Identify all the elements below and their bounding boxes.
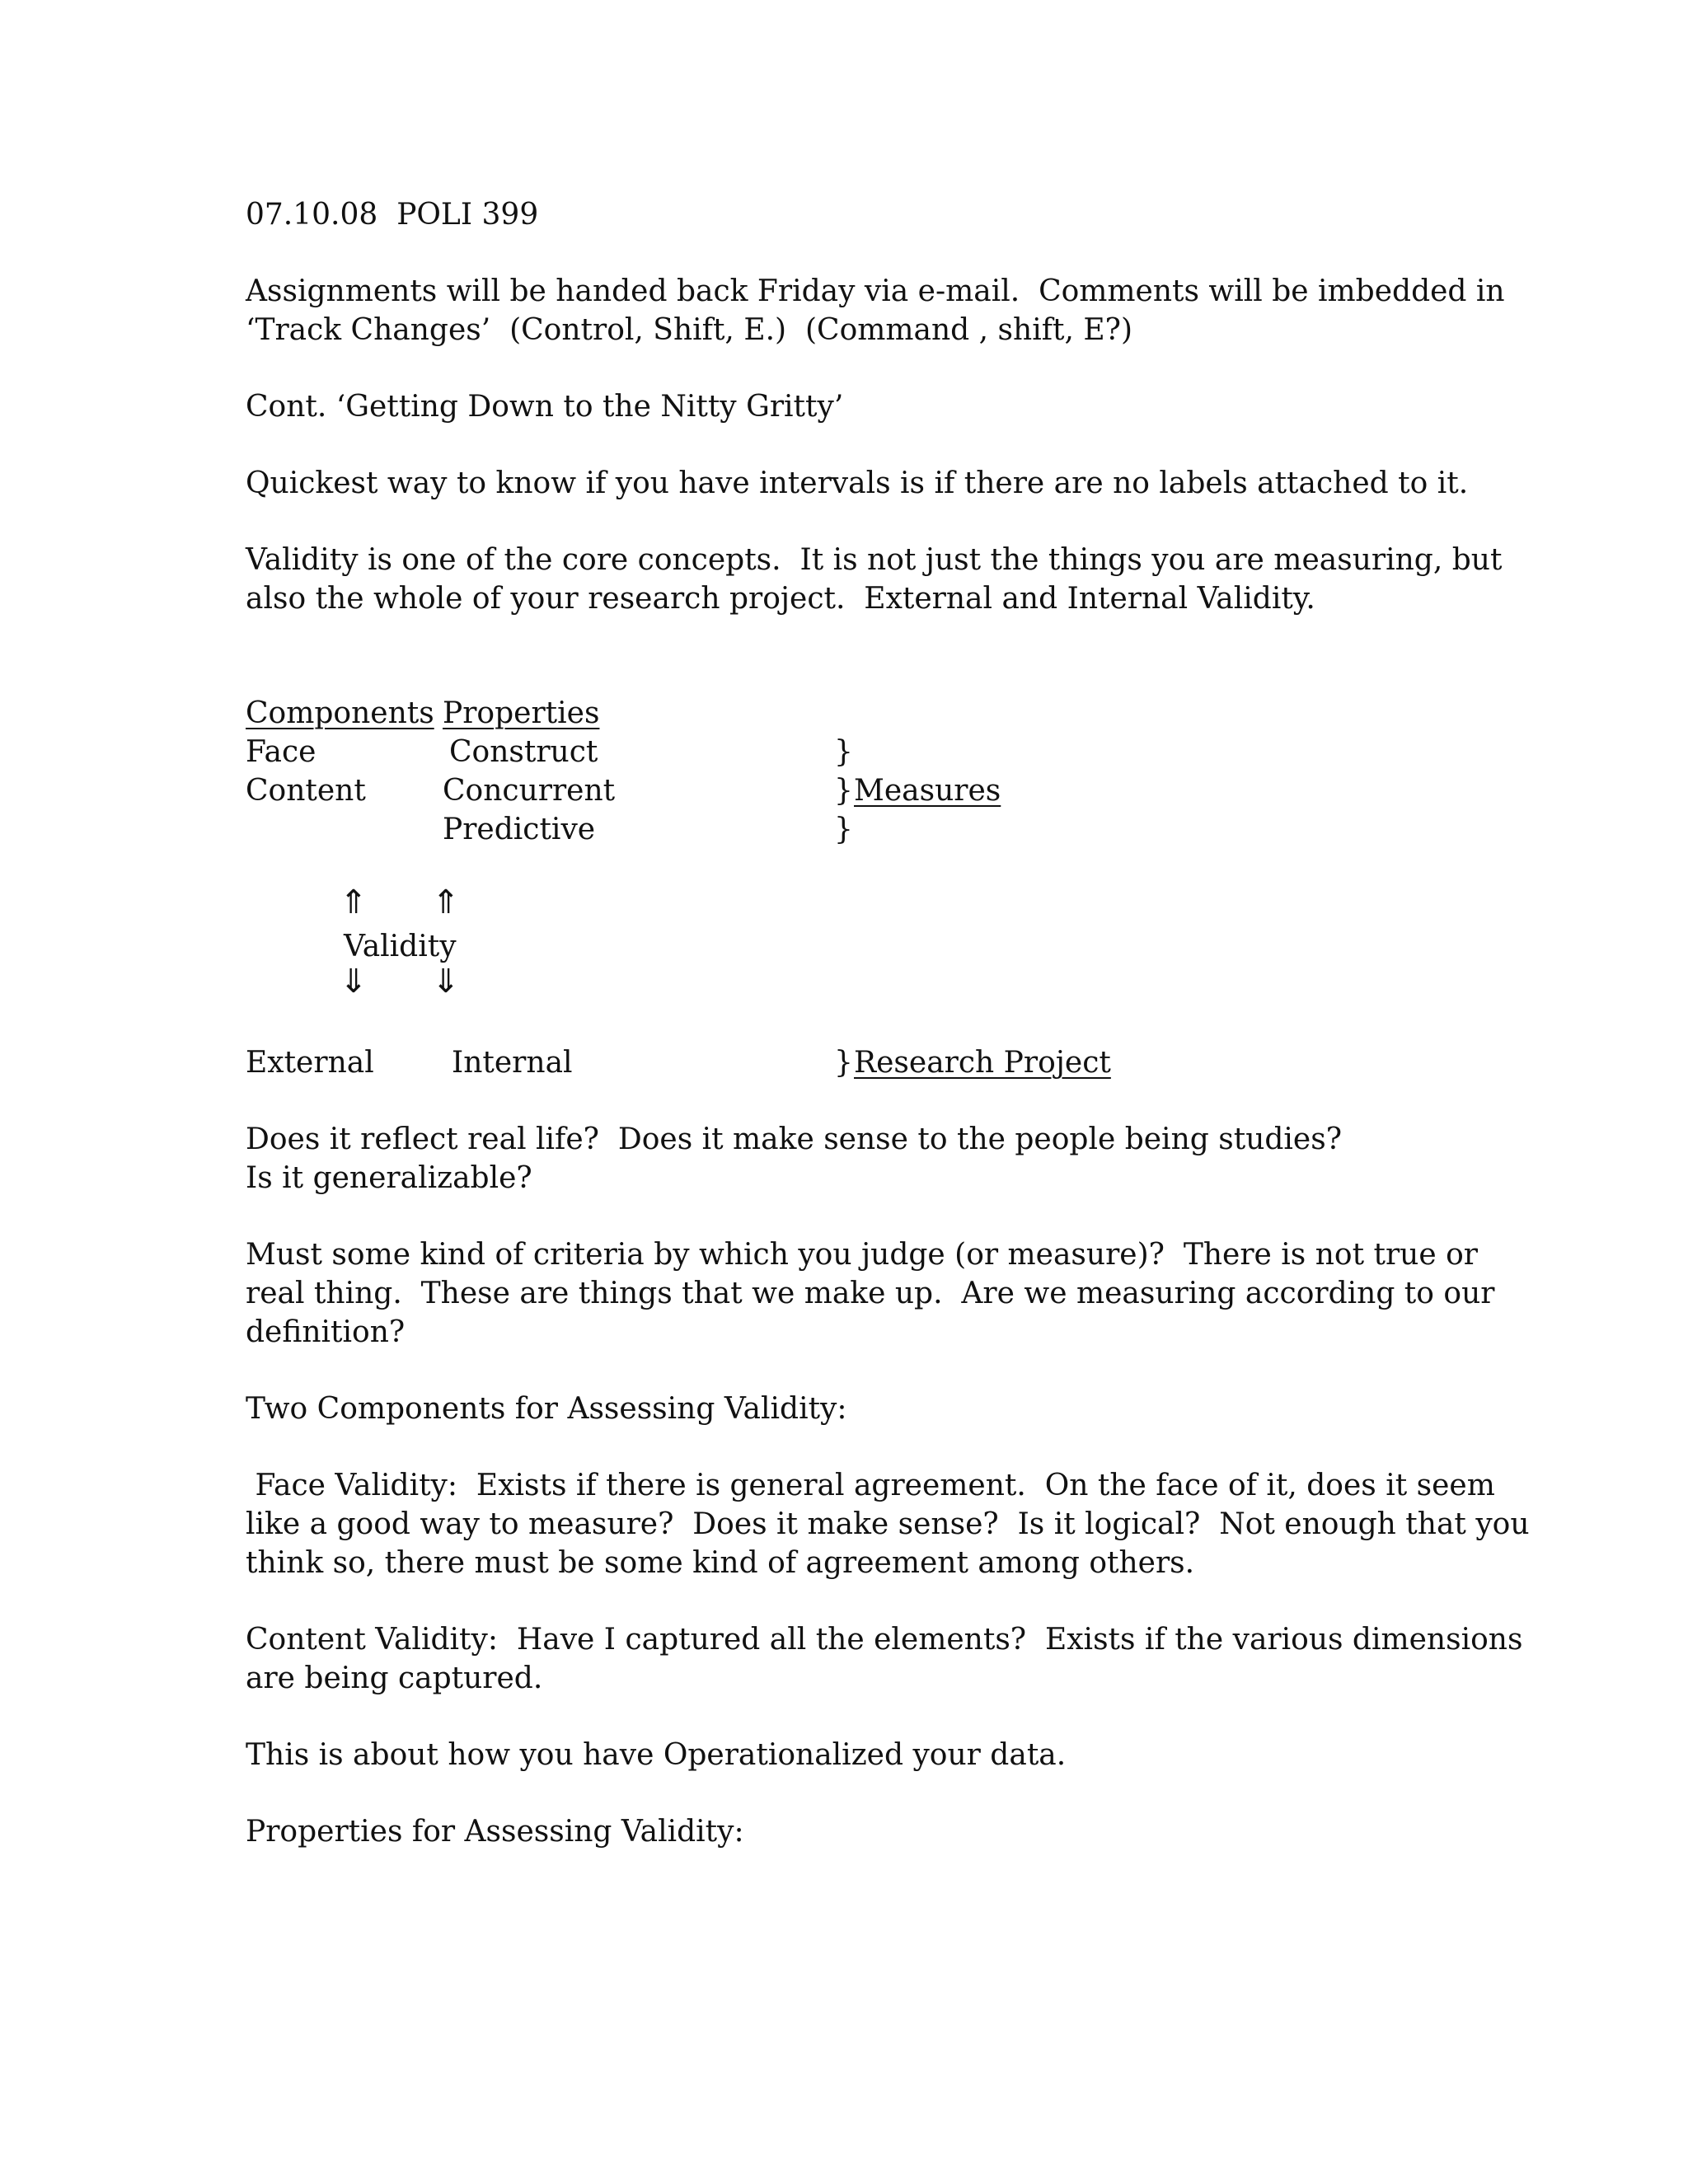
paragraph-intervals: Quickest way to know if you have intervals is if there are no labels attached to it. <box>246 466 1469 500</box>
internal-label: Internal <box>452 1046 573 1080</box>
measures-brace: } <box>834 813 853 846</box>
table-cell-component: Face <box>246 735 316 769</box>
table-cell-property: Predictive <box>443 813 596 846</box>
table-header-properties: Properties <box>443 696 600 730</box>
table-cell-property: Concurrent <box>443 774 616 808</box>
external-label: External <box>246 1046 374 1080</box>
paragraph-content-validity-line-1: Content Validity: Have I captured all the elements? Exists if the various dimensions <box>246 1623 1523 1657</box>
paragraph-validity-line-2: also the whole of your research project. External and Internal Validity. <box>246 582 1315 616</box>
table-header-components: Components <box>246 696 434 730</box>
paragraph-criteria-line-2: real thing. These are things that we make up. Are we measuring according to our <box>246 1277 1495 1310</box>
paragraph-criteria-line-1: Must some kind of criteria by which you judge (or measure)? There is not true or <box>246 1238 1478 1272</box>
down-arrow-icon: ⇓ <box>432 963 460 1001</box>
measures-brace: } <box>834 774 853 808</box>
paragraph-content-validity-line-2: are being captured. <box>246 1661 543 1695</box>
paragraph-criteria-line-3: definition? <box>246 1315 406 1349</box>
paragraph-two-components: Two Components for Assessing Validity: <box>246 1392 847 1426</box>
paragraph-face-validity-line-2: like a good way to measure? Does it make sense? Is it logical? Not enough that you <box>246 1507 1530 1541</box>
paragraph-operationalized: This is about how you have Operationalized your data. <box>246 1738 1067 1772</box>
table-cell-component: Content <box>246 774 366 808</box>
measures-label: Measures <box>854 774 1001 808</box>
down-arrow-icon: ⇓ <box>340 963 368 1001</box>
paragraph-validity-line-1: Validity is one of the core concepts. It is not just the things you are measuring, but <box>246 543 1503 577</box>
paragraph-nitty-gritty: Cont. ‘Getting Down to the Nitty Gritty’ <box>246 390 844 424</box>
validity-label: Validity <box>344 930 457 963</box>
paragraph-properties: Properties for Assessing Validity: <box>246 1815 744 1849</box>
up-arrow-icon: ⇑ <box>340 883 368 921</box>
research-project-label: Research Project <box>854 1046 1111 1080</box>
up-arrow-icon: ⇑ <box>432 883 460 921</box>
research-project-brace: } <box>834 1046 853 1080</box>
paragraph-assignments-line-1: Assignments will be handed back Friday via e-mail. Comments will be imbedded in <box>246 274 1505 308</box>
table-cell-property: Construct <box>449 735 598 769</box>
paragraph-real-life-line-1: Does it reflect real life? Does it make sense to the people being studies? <box>246 1122 1343 1156</box>
paragraph-assignments-line-2: ‘Track Changes’ (Control, Shift, E.) (Command , shift, E?) <box>246 313 1133 347</box>
measures-brace: } <box>834 735 853 769</box>
paragraph-face-validity-line-3: think so, there must be some kind of agreement among others. <box>246 1546 1195 1580</box>
paragraph-real-life-line-2: Is it generalizable? <box>246 1161 532 1195</box>
paragraph-face-validity-line-1: Face Validity: Exists if there is general agreement. On the face of it, does it seem <box>246 1469 1495 1502</box>
document-header: 07.10.08 POLI 399 <box>246 198 539 232</box>
